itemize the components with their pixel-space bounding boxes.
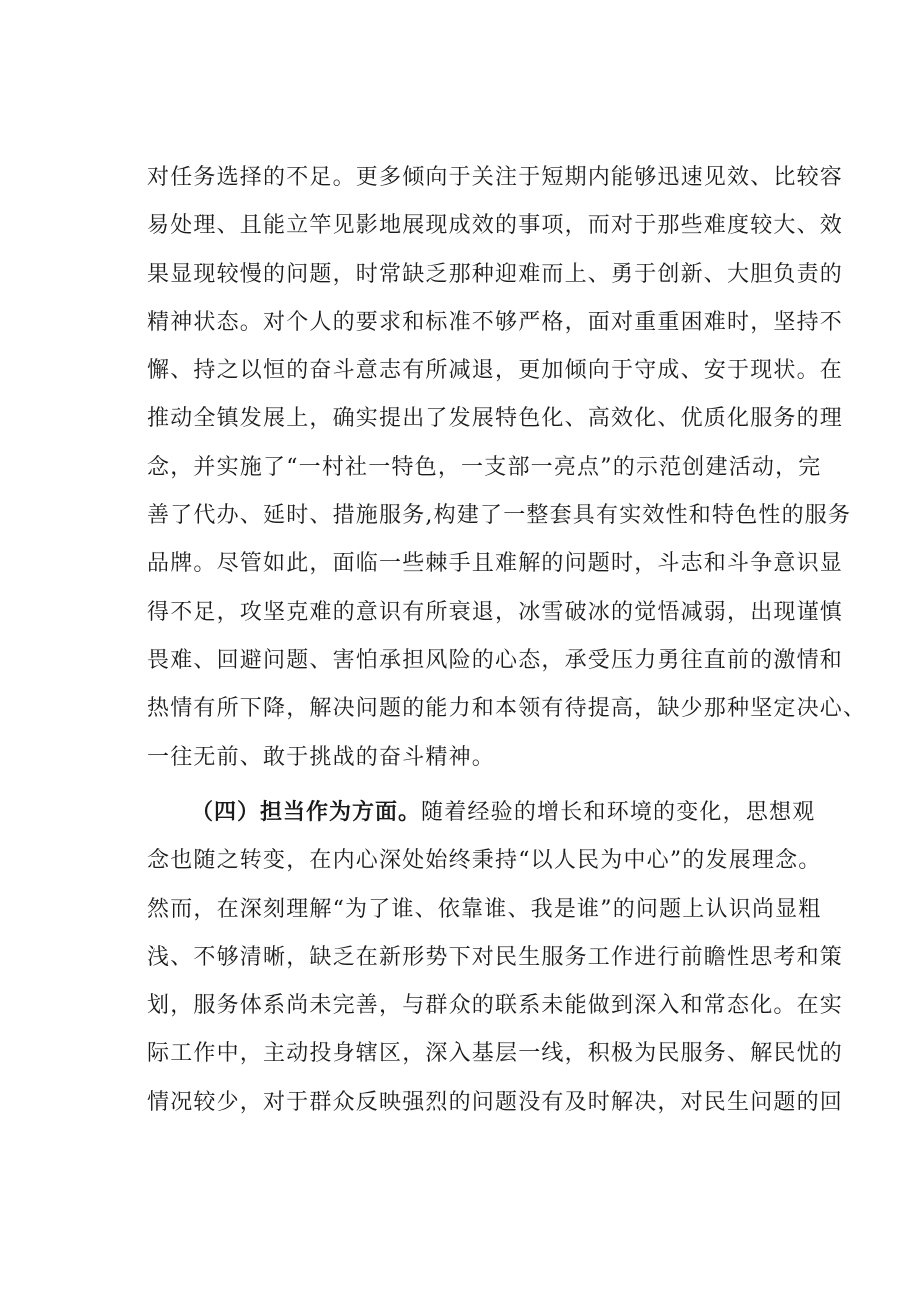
text-line: 易处理、且能立竿见影地展现成效的事项，而对于那些难度较大、效 bbox=[147, 213, 844, 239]
text-line: 念也随之转变，在内心深处始终秉持“以人民为中心”的发展理念。 bbox=[147, 848, 822, 874]
text-line: 划，服务体系尚未完善，与群众的联系未能做到深入和常态化。在实 bbox=[147, 993, 844, 1019]
text-line: 热情有所下降，解决问题的能力和本领有待提高，缺少那种坚定决心、 bbox=[147, 696, 867, 722]
text-line: 得不足，攻坚克难的意识有所衰退，冰雪破冰的觉悟减弱，出现谨慎 bbox=[147, 599, 844, 625]
section-heading: （四）担当作为方面。 bbox=[191, 800, 422, 825]
text-line: 际工作中，主动投身辖区，深入基层一线，积极为民服务、解民忧的 bbox=[147, 1041, 844, 1067]
text-line: 一往无前、敢于挑战的奋斗精神。 bbox=[147, 744, 496, 770]
text-segment: 随着经验的增长和环境的变化，思想观 bbox=[421, 800, 816, 825]
text-line: 然而，在深刻理解“为了谁、依靠谁、我是谁”的问题上认识尚显粗 bbox=[147, 896, 822, 922]
paragraph-1 bbox=[147, 154, 867, 782]
text-line: 对任务选择的不足。更多倾向于关注于短期内能够迅速见效、比较容 bbox=[147, 165, 844, 190]
text-line: 浅、不够清晰，缺乏在新形势下对民生服务工作进行前瞻性思考和策 bbox=[147, 944, 844, 970]
text-line: 念，并实施了“一村社一特色，一支部一亮点”的示范创建活动，完 bbox=[147, 454, 822, 480]
text-line: 畏难、回避问题、害怕承担风险的心态，承受压力勇往直前的激情和 bbox=[147, 647, 844, 673]
text-line: 善了代办、延时、措施服务,构建了一整套具有实效性和特色性的服务 bbox=[147, 503, 852, 529]
text-line: 情况较少，对于群众反映强烈的问题没有及时解决，对民生问题的回 bbox=[147, 1089, 844, 1115]
text-line: 精神状态。对个人的要求和标准不够严格，面对重重困难时，坚持不 bbox=[147, 309, 844, 335]
text-line: 推动全镇发展上，确实提出了发展特色化、高效化、优质化服务的理 bbox=[147, 406, 844, 432]
paragraph-2 bbox=[147, 789, 844, 1127]
text-line: 果显现较慢的问题，时常缺乏那种迎难而上、勇于创新、大胆负责的 bbox=[147, 261, 844, 287]
text-line: 品牌。尽管如此，面临一些棘手且难解的问题时，斗志和斗争意识显 bbox=[147, 551, 844, 577]
text-line: 懈、持之以恒的奋斗意志有所减退，更加倾向于守成、安于现状。在 bbox=[147, 358, 844, 384]
paragraph-first-line bbox=[147, 789, 827, 837]
